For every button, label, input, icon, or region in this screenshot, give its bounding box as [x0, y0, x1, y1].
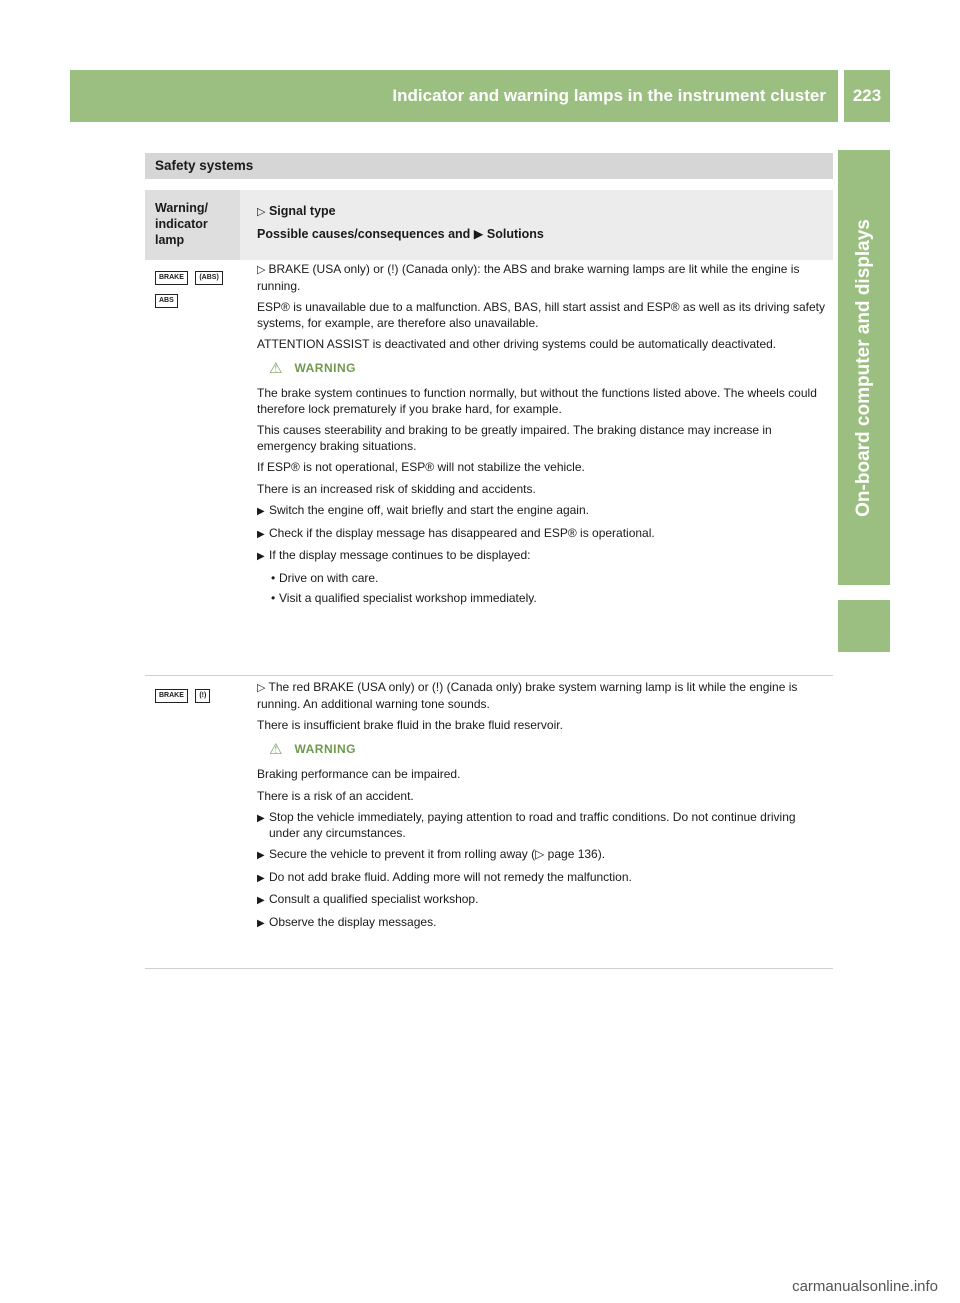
- header-title: Indicator and warning lamps in the instrument cluster: [392, 86, 826, 105]
- warning-heading: [269, 361, 827, 377]
- bullet-icon: •: [271, 591, 276, 605]
- lamp-column: [155, 684, 240, 707]
- bullet-icon: •: [271, 570, 276, 585]
- action-arrow-icon: ▶: [257, 850, 265, 861]
- row-content: [257, 680, 827, 937]
- brake-lamp-icon: BRAKE: [155, 271, 188, 285]
- lamp-column: [155, 266, 240, 312]
- sub-text: Drive on with care.: [279, 570, 379, 585]
- signal-triangle-icon: ▷: [257, 206, 266, 218]
- row1-warn2: This causes steerability and braking to be greatly impaired. The braking distance may increase in emergency braking situations.: [257, 423, 772, 453]
- action-item: [257, 503, 827, 520]
- row1-para1: BRAKE (USA only) or (!) (Canada only): the ABS and brake warning lamps are lit while the engine is running.: [257, 262, 800, 293]
- sub-text: Visit a qualified specialist workshop immediately.: [279, 591, 537, 605]
- table-row: [145, 680, 833, 965]
- row2-warn1: Braking performance can be impaired.: [257, 767, 461, 781]
- section-title: Safety systems: [145, 153, 833, 179]
- page-number: 223: [852, 86, 882, 105]
- row-divider: [145, 675, 833, 676]
- col2-header: [257, 200, 544, 245]
- action-item: [257, 892, 827, 909]
- action-text: Secure the vehicle to prevent it from rolling away (▷ page 136).: [269, 847, 606, 861]
- action-text: Consult a qualified specialist workshop.: [269, 892, 479, 906]
- warning-triangle-icon: ⚠: [269, 740, 283, 758]
- warning-label: WARNING: [294, 741, 356, 756]
- row1-para3: ATTENTION ASSIST is deactivated and other driving systems could be automatically deactivated.: [257, 337, 777, 351]
- abs-lamp-icon: ABS: [155, 294, 178, 308]
- page-header: [70, 70, 890, 122]
- action-item: [257, 548, 827, 565]
- action-text: Observe the display messages.: [269, 914, 437, 929]
- col2-header-solutions: Solutions: [486, 227, 544, 241]
- brake-canada-lamp-icon: (!): [195, 689, 210, 703]
- side-tab-marker: [838, 600, 890, 652]
- col2-header-line1: Signal type: [268, 204, 336, 218]
- brake-lamp-icon: BRAKE: [155, 689, 188, 703]
- row1-para2: ESP® is unavailable due to a malfunction. ABS, BAS, hill start assist and ESP® as well as its driving safety systems, for example, are therefore also unavailable.: [257, 300, 825, 330]
- action-arrow-icon: ▶: [257, 506, 265, 517]
- table-bottom-rule: [145, 968, 833, 969]
- table-header: [145, 190, 833, 260]
- action-arrow-icon: ▶: [257, 528, 265, 540]
- table-row: [145, 262, 833, 672]
- warning-triangle-icon: ⚠: [269, 359, 283, 377]
- action-text: Switch the engine off, wait briefly and start the engine again.: [269, 503, 589, 517]
- row2-warn2: There is a risk of an accident.: [257, 788, 414, 803]
- action-arrow-icon: ▶: [257, 872, 265, 884]
- signal-triangle-icon: ▷: [257, 264, 269, 276]
- sub-item: [271, 591, 827, 607]
- action-arrow-icon: ▶: [257, 551, 265, 562]
- col1-header: Warning/ indicator lamp: [145, 190, 240, 260]
- sub-item: [271, 571, 827, 587]
- row1-warn1: The brake system continues to function normally, but without the functions listed above. The wheels could therefore lock prematurely if you brake hard, for example.: [257, 386, 817, 416]
- col2-header-line2: Possible causes/consequences and: [257, 227, 471, 241]
- row1-warn3: If ESP® is not operational, ESP® will not stabilize the vehicle.: [257, 460, 585, 474]
- action-text: Do not add brake fluid. Adding more will not remedy the malfunction.: [269, 869, 632, 884]
- warning-label: WARNING: [294, 360, 356, 375]
- action-item: [257, 915, 827, 932]
- action-text: Check if the display message has disappeared and ESP® is operational.: [269, 525, 655, 540]
- row2-para2: There is insufficient brake fluid in the brake fluid reservoir.: [257, 718, 563, 732]
- abs-canada-lamp-icon: (ABS): [195, 271, 222, 285]
- warning-heading: [269, 742, 827, 758]
- action-text: Stop the vehicle immediately, paying attention to road and traffic conditions. Do not continue driving under any circumstances.: [269, 810, 796, 840]
- action-item: [257, 870, 827, 887]
- action-item: [257, 810, 827, 841]
- action-arrow-icon: ▶: [257, 917, 265, 929]
- signal-triangle-icon: ▷: [257, 682, 269, 694]
- row1-warn4: There is an increased risk of skidding and accidents.: [257, 481, 536, 496]
- row-content: [257, 262, 827, 612]
- side-tab: [838, 150, 890, 585]
- action-item: [257, 526, 827, 543]
- action-item: [257, 847, 827, 864]
- row2-para1: The red BRAKE (USA only) or (!) (Canada only) brake system warning lamp is lit while the engine is running. An additional warning tone sounds.: [257, 680, 798, 711]
- action-text: If the display message continues to be displayed:: [269, 548, 531, 562]
- action-arrow-icon: ▶: [257, 813, 265, 824]
- action-arrow-icon: ▶: [257, 895, 265, 906]
- side-tab-label: On-board computer and displays: [853, 218, 874, 517]
- watermark: carmanualsonline.info: [792, 1278, 938, 1295]
- solutions-arrow-icon: ▶: [473, 227, 484, 241]
